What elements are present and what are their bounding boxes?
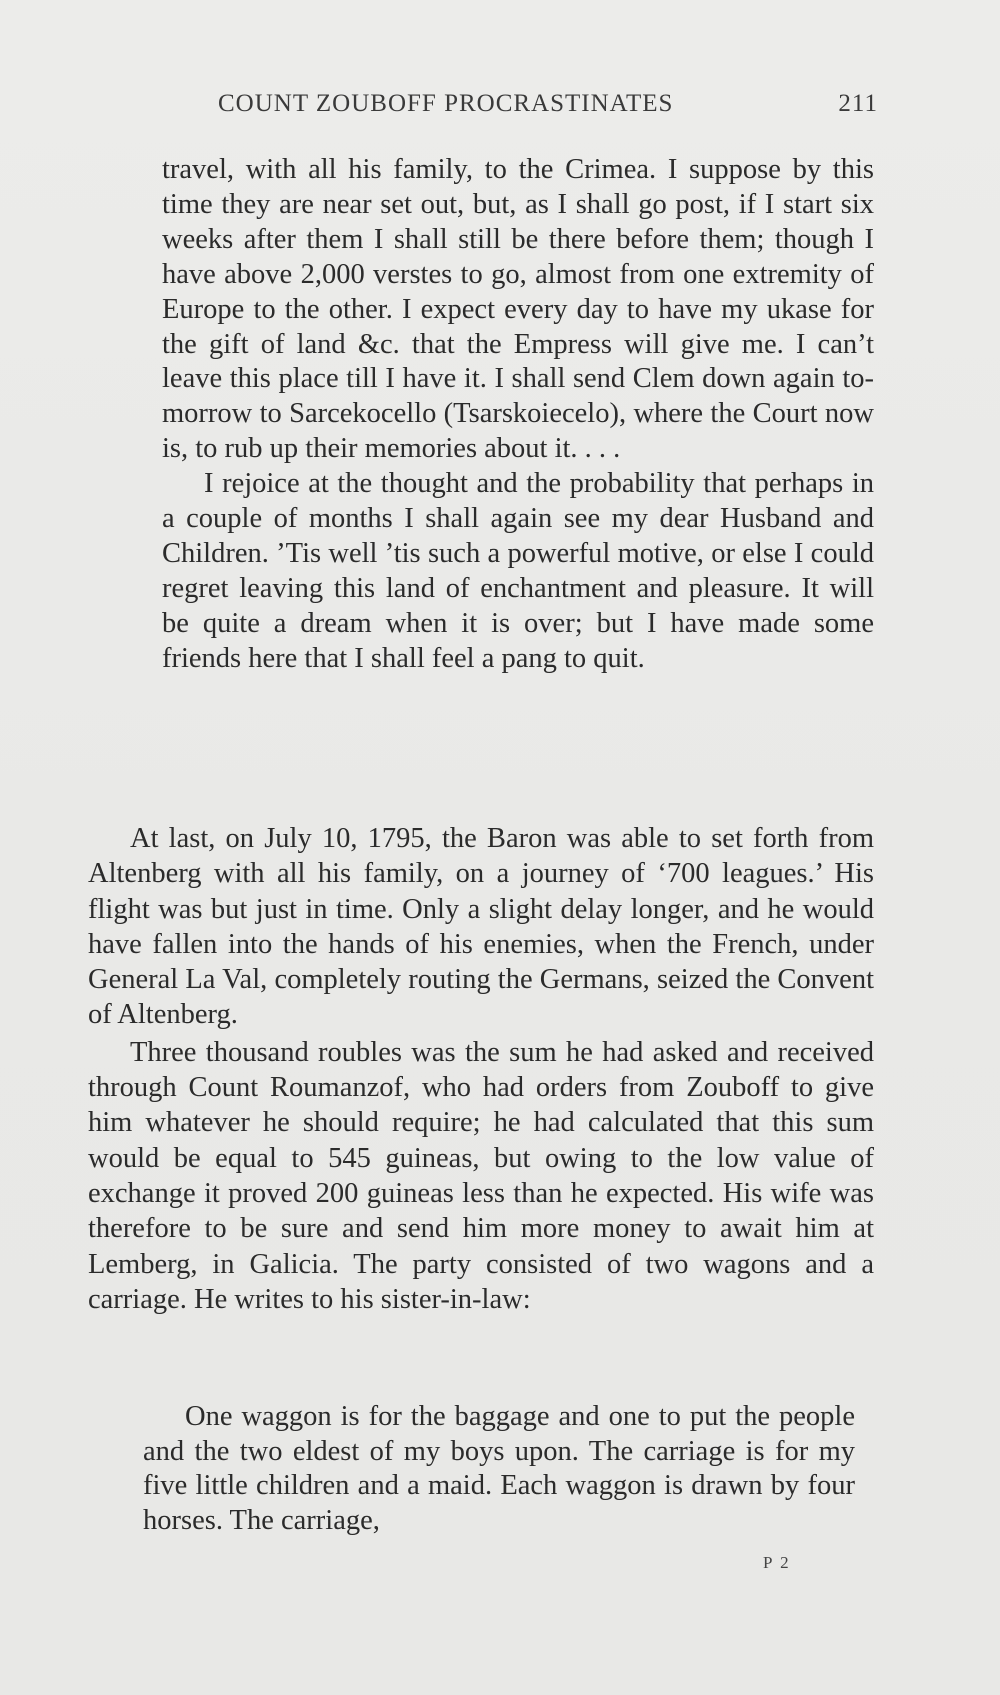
- page-number: 211: [838, 90, 878, 117]
- quote-paragraph: One waggon is for the baggage and one to put the people and the two eldest of my boys upon. The carriage is for my five little children and a maid. Each waggon is drawn by four horses. The carriage,: [143, 1401, 855, 1536]
- letter-quote-one: [162, 153, 874, 677]
- running-header: [218, 90, 878, 118]
- printer-signature-mark: P 2: [763, 1553, 791, 1572]
- quote-paragraph: travel, with all his family, to the Crimea. I suppose by this time they are near set out, but, as I shall go post, if I start six weeks after them I shall still be there before them; though I have above 2,000 verstes to go, almost from one extremity of Europe to the other. I expect every day to have my ukase for the gift of land &c. that the Empress will give me. I can’t leave this place till I have it. I shall send Clem down again to-morrow to Sarcekocello (Tsarskoiecelo), where the Court now is, to rub up their memories about it. . . .: [162, 154, 874, 465]
- letter-quote-two: [143, 1400, 855, 1538]
- body-paragraph: At last, on July 10, 1795, the Baron was able to set forth from Altenberg with all his family, on a journey of ‘700 leagues.’ His flight was but just in time. Only a slight delay longer, and he would have fallen into the hands of his enemies, when the French, under General La Val, completely routing the Germans, seized the Convent of Altenberg.: [88, 823, 874, 1031]
- narrative-text: [88, 821, 874, 1317]
- body-paragraph: Three thousand roubles was the sum he had asked and received through Count Roumanzof, who had orders from Zouboff to give him whatever he should require; he had calculated that this sum would be equal to 545 guineas, but owing to the low value of exchange it proved 200 guineas less than he expected. His wife was therefore to be sure and send him more money to await him at Lemberg, in Galicia. The party consisted of two wagons and a carriage. He writes to his sister-in-law:: [88, 1036, 874, 1315]
- chapter-title: COUNT ZOUBOFF PROCRASTINATES: [218, 90, 674, 117]
- quote-paragraph: I rejoice at the thought and the probability that perhaps in a couple of months I shall again see my dear Husband and Children. ’Tis well ’tis such a powerful motive, or else I could regret leaving this land of enchantment and pleasure. It will be quite a dream when it is over; but I have made some friends here that I shall feel a pang to quit.: [162, 468, 874, 674]
